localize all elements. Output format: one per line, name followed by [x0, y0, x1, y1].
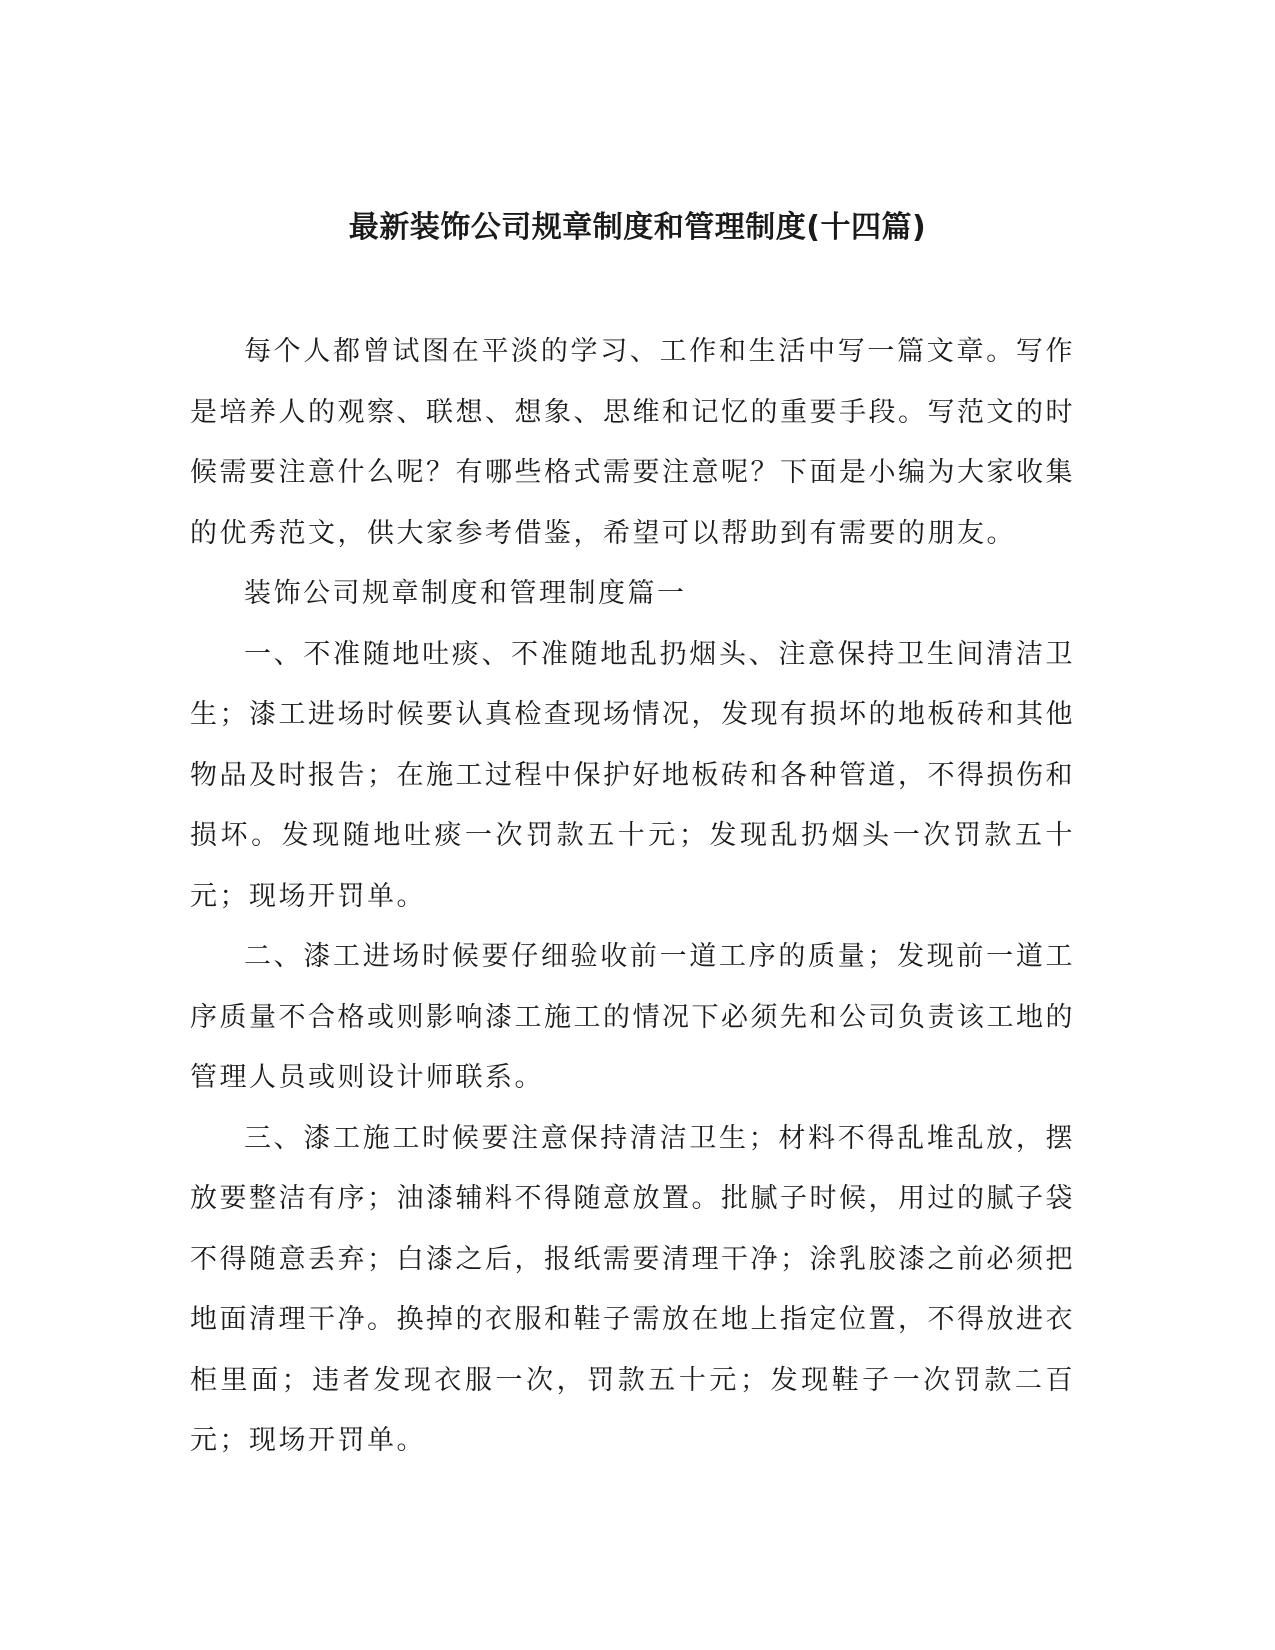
- rule-paragraph-2: 二、漆工进场时候要仔细验收前一道工序的质量；发现前一道工序质量不合格或则影响漆工施工的情况下必须先和公司负责该工地的管理人员或则设计师联系。: [190, 941, 1075, 1093]
- rule-paragraph-3: 三、漆工施工时候要注意保持清洁卫生；材料不得乱堆乱放，摆放要整洁有序；油漆辅料不得随意放置。批腻子时候，用过的腻子袋不得随意丢弃；白漆之后，报纸需要清理干净；涂乳胶漆之前必须把地面清理干净。换掉的衣服和鞋子需放在地上指定位置，不得放进衣柜里面；违者发现衣服一次，罚款五十元；发现鞋子一次罚款二百元；现场开罚单。: [190, 1122, 1075, 1456]
- document-body: [190, 322, 1075, 1472]
- section-heading: 装饰公司规章制度和管理制度篇一: [244, 578, 687, 609]
- document-title: 最新装饰公司规章制度和管理制度(十四篇): [348, 210, 927, 245]
- intro-paragraph: 每个人都曾试图在平淡的学习、工作和生活中写一篇文章。写作是培养人的观察、联想、想象、思维和记忆的重要手段。写范文的时候需要注意什么呢？有哪些格式需要注意呢？下面是小编为大家收集的优秀范文，供大家参考借鉴，希望可以帮助到有需要的朋友。: [190, 336, 1075, 549]
- rule-paragraph-1: 一、不准随地吐痰、不准随地乱扔烟头、注意保持卫生间清洁卫生；漆工进场时候要认真检查现场情况，发现有损坏的地板砖和其他物品及时报告；在施工过程中保护好地板砖和各种管道，不得损伤和损坏。发现随地吐痰一次罚款五十元；发现乱扔烟头一次罚款五十元；现场开罚单。: [190, 638, 1075, 912]
